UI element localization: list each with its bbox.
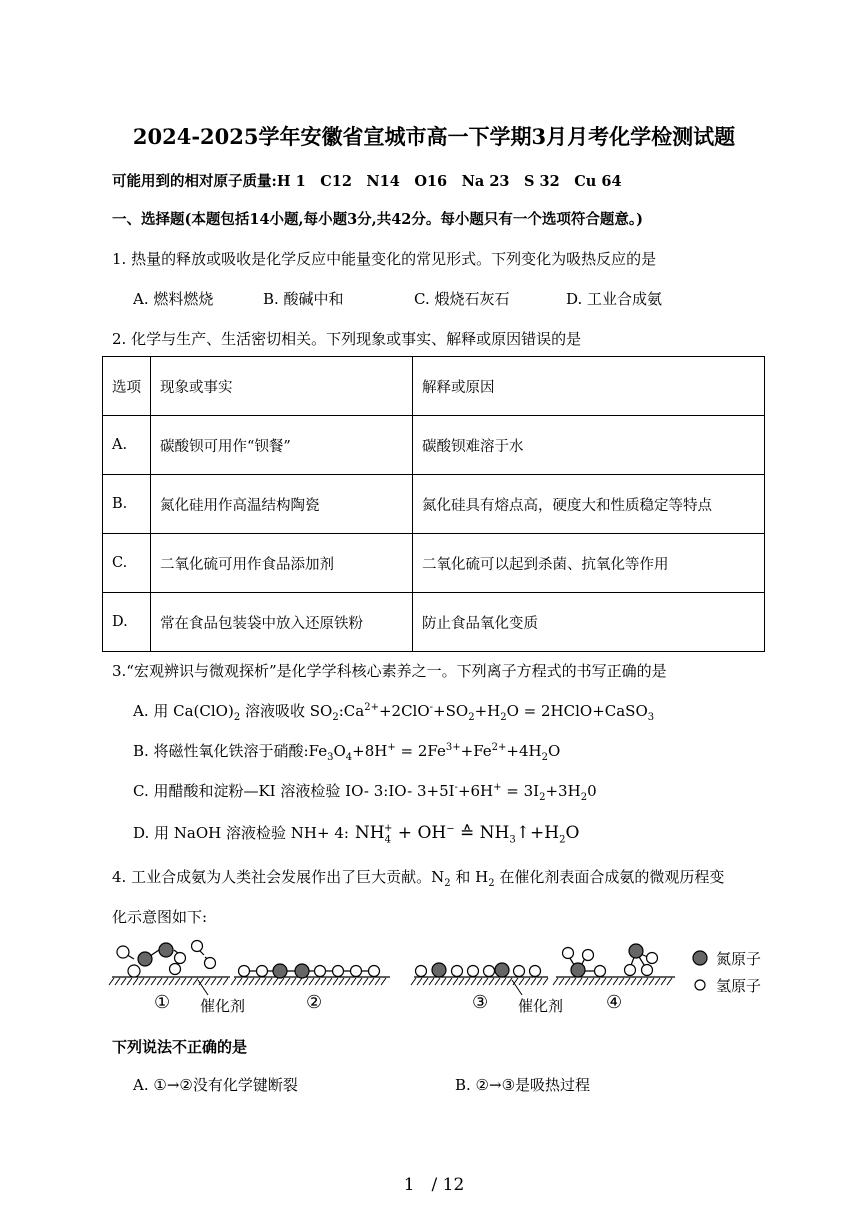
header-option: 选项 [103, 357, 151, 416]
atomic-masses: 可能用到的相对原子质量:H 1 C12 N14 O16 Na 23 S 32 Cu 64 [112, 173, 622, 190]
legend [693, 951, 707, 990]
row-explanation: 碳酸钡难溶于水 [413, 416, 765, 475]
row-option: C. [103, 534, 151, 593]
row-phenomenon: 二氧化硫可用作食品添加剂 [151, 534, 413, 593]
q1-option-d: D. 工业合成氨 [566, 290, 663, 308]
legend-nitrogen-marker [693, 951, 707, 965]
catalyst-label-1: 催化剂 [200, 997, 246, 1015]
stage2-molecules [239, 964, 380, 978]
section-heading: 一、选择题(本题包括14小题,每小题3分,共42分。每小题只有一个选项符合题意。) [112, 211, 644, 228]
page-number: 1 / 12 [403, 1175, 465, 1195]
q1-option-c: C. 煅烧石灰石 [414, 290, 510, 308]
row-phenomenon: 常在食品包装袋中放入还原铁粉 [151, 593, 413, 652]
stage4-molecules [563, 944, 658, 977]
row-explanation: 氮化硅具有熔点高，硬度大和性质稳定等特点 [413, 475, 765, 534]
stage-label-1: ① [154, 992, 171, 1013]
row-phenomenon: 碳酸钡可用作“钡餐” [151, 416, 413, 475]
header-explanation: 解释或原因 [413, 357, 765, 416]
q4-option-b: B. ②→③是吸热过程 [455, 1076, 591, 1094]
row-phenomenon: 氮化硅用作高温结构陶瓷 [151, 475, 413, 534]
legend-nitrogen-label: 氮原子 [716, 950, 762, 968]
q3-option-c: C. 用醋酸和淀粉—KI 溶液检验 IO- 3:IO- $3+5I^-+6H^+ = 3I_2+3H_20$ [133, 782, 597, 803]
q2-stem: 2. 化学与生产、生活密切相关。下列现象或事实、解释或原因错误的是 [112, 330, 582, 348]
q3-option-b: B. 将磁性氧化铁溶于硝酸$:Fe_3O_4+8H^+ = 2Fe^{3+}+Fe^{2+}+4H_2O$ [133, 742, 561, 763]
stage-label-2: ② [306, 992, 323, 1013]
q3-option-d: D. 用 NaOH 溶液检验 NH+ 4: $NH_4^+ + OH^-$ ≙ $NH_3↑+H_2O$ [133, 823, 580, 846]
q3-stem: 3.“宏观辨识与微观探析”是化学学科核心素养之一。下列离子方程式的书写正确的是 [112, 662, 667, 680]
row-explanation: 防止食品氧化变质 [413, 593, 765, 652]
stage-label-4: ④ [606, 992, 623, 1013]
stage3-molecules [416, 963, 541, 977]
q4-option-a: A. ①→②没有化学键断裂 [133, 1076, 298, 1094]
q1-option-b: B. 酸碱中和 [263, 290, 344, 308]
stage-label-3: ③ [472, 992, 489, 1013]
q1-option-a: A. 燃料燃烧 [133, 290, 214, 308]
legend-hydrogen-marker [695, 980, 705, 990]
q1-stem: 1. 热量的释放或吸收是化学反应中能量变化的常见形式。下列变化为吸热反应的是 [112, 250, 657, 268]
q3-option-a: A. 用 $Ca(ClO)_2$ 溶液吸收 $SO_2:Ca^{2+}+2ClO^-+SO_2+H_2O$ = 2HClO+CaSO$_3$ [133, 702, 655, 723]
catalyst-label-2: 催化剂 [518, 997, 564, 1015]
row-option: D. [103, 593, 151, 652]
q4-stem-line1: 4. 工业合成氨为人类社会发展作出了巨大贡献。$N_2$ 和 $H_2$ 在催化剂表面合成氨的微观历程变 [112, 868, 725, 889]
q4-question: 下列说法不正确的是 [112, 1038, 248, 1056]
header-phenomenon: 现象或事实 [151, 357, 413, 416]
row-option: A. [103, 416, 151, 475]
row-explanation: 二氧化硫可以起到杀菌、抗氧化等作用 [413, 534, 765, 593]
q4-stem-line2: 化示意图如下: [112, 908, 208, 926]
page-title: 2024-2025学年安徽省宣城市高一下学期3月月考化学检测试题 [132, 124, 736, 149]
stage1-molecules [117, 941, 216, 978]
row-option: B. [103, 475, 151, 534]
legend-hydrogen-label: 氢原子 [716, 977, 762, 995]
